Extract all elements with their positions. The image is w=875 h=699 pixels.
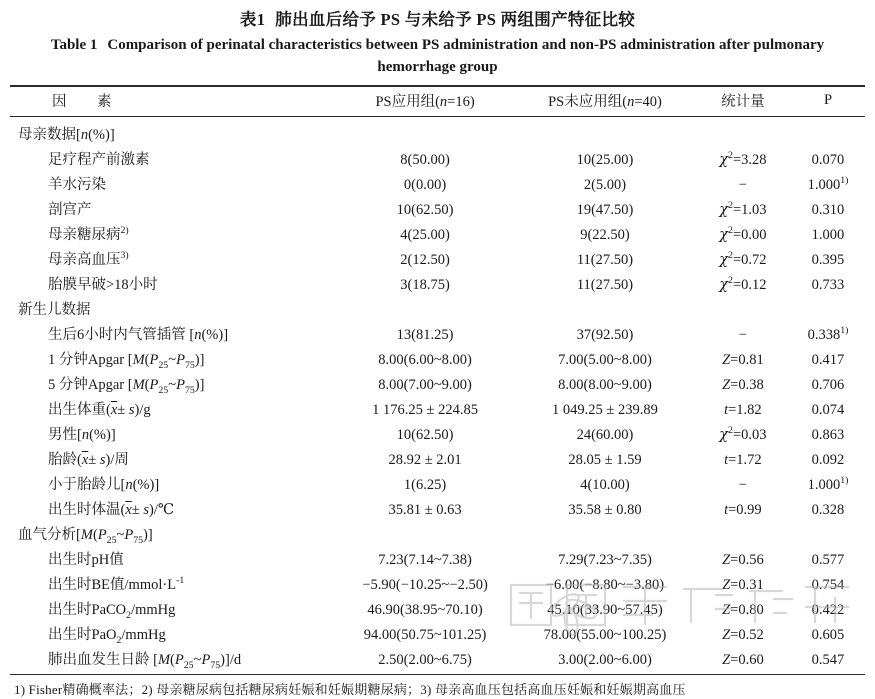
cell-non-ps-group: 3.00(2.00~6.00)	[515, 646, 695, 675]
cell-non-ps-group: 7.29(7.23~7.35)	[558, 552, 652, 569]
cell-ps-group: 10(62.50)	[396, 427, 454, 444]
cell-p-value: 0.422	[811, 602, 845, 619]
cell-ps-group: 0(0.00)	[403, 177, 447, 194]
row-group-label: 新生儿数据	[18, 302, 91, 319]
row-factor-label: 出生时体温($\overline{x}\pm$ s)/℃	[48, 502, 175, 519]
cell-non-ps-group	[515, 296, 695, 321]
cell-ps-group: 46.90(38.95~70.10)	[367, 602, 483, 619]
cell-non-ps-group: 7.00(5.00~8.00)	[558, 352, 652, 369]
cell-p-value: 0.395	[811, 252, 845, 269]
table-title-chinese	[10, 0, 865, 33]
cell-non-ps-group: 4(10.00)	[580, 477, 630, 494]
table-footnote: 1) Fisher精确概率法；2) 母亲糖尿病包括糖尿病妊娠和妊娠期糖尿病；3) 母亲高血压包括高血压妊娠和妊娠期高血压	[14, 682, 686, 698]
row-factor-label: 出生时pH值	[48, 552, 124, 569]
cell-p-value: 0.338$^{1)}$	[807, 325, 849, 344]
row-factor-label: 出生时PaO$_2$/mmHg	[48, 627, 166, 647]
cell-statistic: $\chi^2=0.00$	[719, 225, 767, 244]
row-group-label: 血气分析$[M(P_{25}\sim P_{75})]$	[18, 527, 153, 547]
cell-non-ps-group: 19(47.50)	[576, 202, 634, 219]
cell-ps-group: 7.23(7.14~7.38)	[378, 552, 472, 569]
column-header-p-value: P	[791, 86, 865, 117]
row-factor-label: 小于胎龄儿[n(%)]	[48, 477, 160, 494]
cell-p-value	[791, 296, 865, 321]
cell-non-ps-group: 35.58 ± 0.80	[568, 502, 642, 519]
row-factor-label: 出生时BE值$/mmol\cdot L^{-1}$	[48, 575, 185, 594]
cell-p-value: 0.577	[811, 552, 845, 569]
cell-ps-group: 1(6.25)	[403, 477, 447, 494]
column-header-factor: 因 素	[10, 86, 335, 117]
cell-non-ps-group: 78.00(55.00~100.25)	[543, 627, 667, 644]
cell-ps-group: 8.00(6.00~8.00)	[378, 352, 472, 369]
cell-ps-group: 10(62.50)	[396, 202, 454, 219]
cell-p-value: 0.070	[811, 152, 845, 169]
cell-ps-group: 8(50.00)	[400, 152, 450, 169]
cell-statistic: Z=0.80	[722, 602, 764, 619]
cell-ps-group: 2(12.50)	[400, 252, 450, 269]
row-factor-label: 出生体重$(\overline{x}\pm s)/g$	[48, 402, 151, 419]
cell-ps-group	[335, 521, 515, 546]
table-row	[10, 117, 865, 147]
row-factor-label: 母亲糖尿病$^{2)}$	[48, 225, 129, 244]
cell-statistic	[695, 521, 791, 546]
table-title-english	[10, 33, 865, 79]
table-row	[10, 371, 865, 396]
table-row	[10, 396, 865, 421]
cell-p-value: 1.000	[811, 227, 845, 244]
cell-p-value: 1.000$^{1)}$	[807, 475, 849, 494]
cell-non-ps-group: 28.05 ± 1.59	[568, 452, 642, 469]
cell-ps-group: 94.00(50.75~101.25)	[363, 627, 487, 644]
cell-p-value	[791, 117, 865, 147]
cell-non-ps-group: 9(22.50)	[580, 227, 630, 244]
cell-ps-group: 4(25.00)	[400, 227, 450, 244]
cell-statistic: t=1.72	[724, 452, 762, 469]
row-factor-label: 羊水污染	[48, 177, 106, 194]
cell-ps-group: 3(18.75)	[400, 277, 450, 294]
table-row	[10, 571, 865, 596]
row-factor-label: 5 分钟Apgar $[M(P_{25}\sim P_{75})]$	[48, 377, 205, 397]
cell-non-ps-group: 10(25.00)	[576, 152, 634, 169]
cell-ps-group: 35.81 ± 0.63	[388, 502, 462, 519]
cell-p-value: 0.092	[811, 452, 845, 469]
cell-statistic: $\chi^2=0.03$	[719, 425, 767, 444]
cell-statistic: Z=0.81	[722, 352, 764, 369]
table-row	[10, 596, 865, 621]
cell-p-value: 0.417	[811, 352, 845, 369]
table-title-chinese-text: 肺出血后给予 PS 与未给予 PS 两组围产特征比较	[275, 10, 636, 29]
cell-non-ps-group: 37(92.50)	[576, 327, 634, 344]
cell-non-ps-group: 11(27.50)	[576, 277, 634, 294]
table-row	[10, 171, 865, 196]
cell-non-ps-group: 11(27.50)	[576, 252, 634, 269]
cell-statistic: −	[738, 327, 747, 344]
cell-statistic: −	[738, 477, 747, 494]
table-header-row	[10, 86, 865, 117]
row-factor-label: 生后6小时内气管插管 [n(%)]	[48, 327, 229, 344]
table-row	[10, 196, 865, 221]
cell-ps-group: 8.00(7.00~9.00)	[378, 377, 472, 394]
table-row	[10, 521, 865, 546]
cell-p-value	[791, 521, 865, 546]
cell-statistic: $\chi^2=1.03$	[719, 200, 767, 219]
cell-non-ps-group: −6.00(−8.80~−3.80)	[545, 577, 665, 594]
cell-non-ps-group	[515, 117, 695, 147]
cell-p-value: 0.863	[811, 427, 845, 444]
cell-statistic: Z=0.31	[722, 577, 764, 594]
column-header-statistic: 统计量	[695, 86, 791, 117]
cell-non-ps-group: 8.00(8.00~9.00)	[558, 377, 652, 394]
cell-p-value: 0.547	[791, 646, 865, 675]
cell-p-value: 1.000$^{1)}$	[807, 175, 849, 194]
table-row	[10, 296, 865, 321]
table-title-english-text: Comparison of perinatal characteristics between PS administration and non-PS administration after pulmonary hemorrhage group	[107, 36, 825, 75]
table-header	[10, 86, 865, 117]
cell-statistic: $\chi^2=0.12$	[719, 275, 767, 294]
row-group-label: 母亲数据[n(%)]	[18, 127, 115, 144]
cell-p-value: 0.733	[811, 277, 845, 294]
cell-non-ps-group: 45.10(33.90~57.45)	[547, 602, 663, 619]
table-row	[10, 271, 865, 296]
table-number-chinese: 表1	[239, 10, 266, 29]
cell-statistic: $\chi^2=3.28$	[719, 150, 767, 169]
cell-p-value: 0.754	[811, 577, 845, 594]
cell-ps-group: 2.50(2.00~6.75)	[335, 646, 515, 675]
cell-statistic: Z=0.56	[722, 552, 764, 569]
cell-ps-group: 28.92 ± 2.01	[388, 452, 462, 469]
cell-p-value: 0.605	[811, 627, 845, 644]
table-row	[10, 221, 865, 246]
row-factor-label: 肺出血发生日龄 $[M(P_{25}\sim P_{75})]/d$	[10, 646, 335, 675]
row-factor-label: 剖宫产	[48, 202, 92, 219]
table-number-english: Table 1	[50, 36, 98, 53]
cell-p-value: 0.074	[811, 402, 845, 419]
table-row	[10, 421, 865, 446]
cell-statistic	[695, 117, 791, 147]
cell-ps-group	[335, 117, 515, 147]
cell-p-value: 0.706	[811, 377, 845, 394]
cell-non-ps-group: 24(60.00)	[576, 427, 634, 444]
row-factor-label: 母亲高血压$^{3)}$	[48, 250, 129, 269]
table-row	[10, 246, 865, 271]
cell-non-ps-group: 2(5.00)	[583, 177, 627, 194]
cell-p-value: 0.310	[811, 202, 845, 219]
cell-statistic	[695, 296, 791, 321]
cell-non-ps-group: 1 049.25 ± 239.89	[552, 402, 658, 419]
cell-statistic: t=0.99	[724, 502, 762, 519]
cell-statistic: −	[738, 177, 747, 194]
cell-ps-group: 13(81.25)	[396, 327, 454, 344]
table-row	[10, 321, 865, 346]
cell-statistic: $\chi^2=0.72$	[719, 250, 767, 269]
table-row	[10, 621, 865, 646]
cell-statistic: Z=0.52	[722, 627, 764, 644]
cell-p-value: 0.328	[811, 502, 845, 519]
column-header-non-ps-group: PS未应用组(n=40)	[515, 86, 695, 117]
cell-statistic: Z=0.38	[722, 377, 764, 394]
table-row	[10, 496, 865, 521]
table-body	[10, 117, 865, 675]
cell-ps-group: −5.90(−10.25~−2.50)	[362, 577, 488, 594]
row-factor-label: 1 分钟Apgar $[M(P_{25}\sim P_{75})]$	[48, 352, 205, 372]
table-row	[10, 346, 865, 371]
table-row	[10, 446, 865, 471]
cell-ps-group: 1 176.25 ± 224.85	[372, 402, 478, 419]
table-row	[10, 146, 865, 171]
cell-ps-group	[335, 296, 515, 321]
row-factor-label: 出生时PaCO$_2$/mmHg	[48, 602, 176, 622]
column-header-ps-group: PS应用组(n=16)	[335, 86, 515, 117]
row-factor-label: 足疗程产前激素	[48, 152, 150, 169]
cell-non-ps-group	[515, 521, 695, 546]
cell-statistic: t=1.82	[724, 402, 762, 419]
row-factor-label: 胎膜早破>18小时	[48, 277, 158, 294]
perinatal-characteristics-table	[10, 85, 865, 675]
table-row	[10, 471, 865, 496]
cell-statistic: Z=0.60	[695, 646, 791, 675]
row-factor-label: 胎龄$(\overline{x}\pm s)/$周	[48, 452, 129, 469]
row-factor-label: 男性[n(%)]	[48, 427, 116, 444]
table-row	[10, 546, 865, 571]
